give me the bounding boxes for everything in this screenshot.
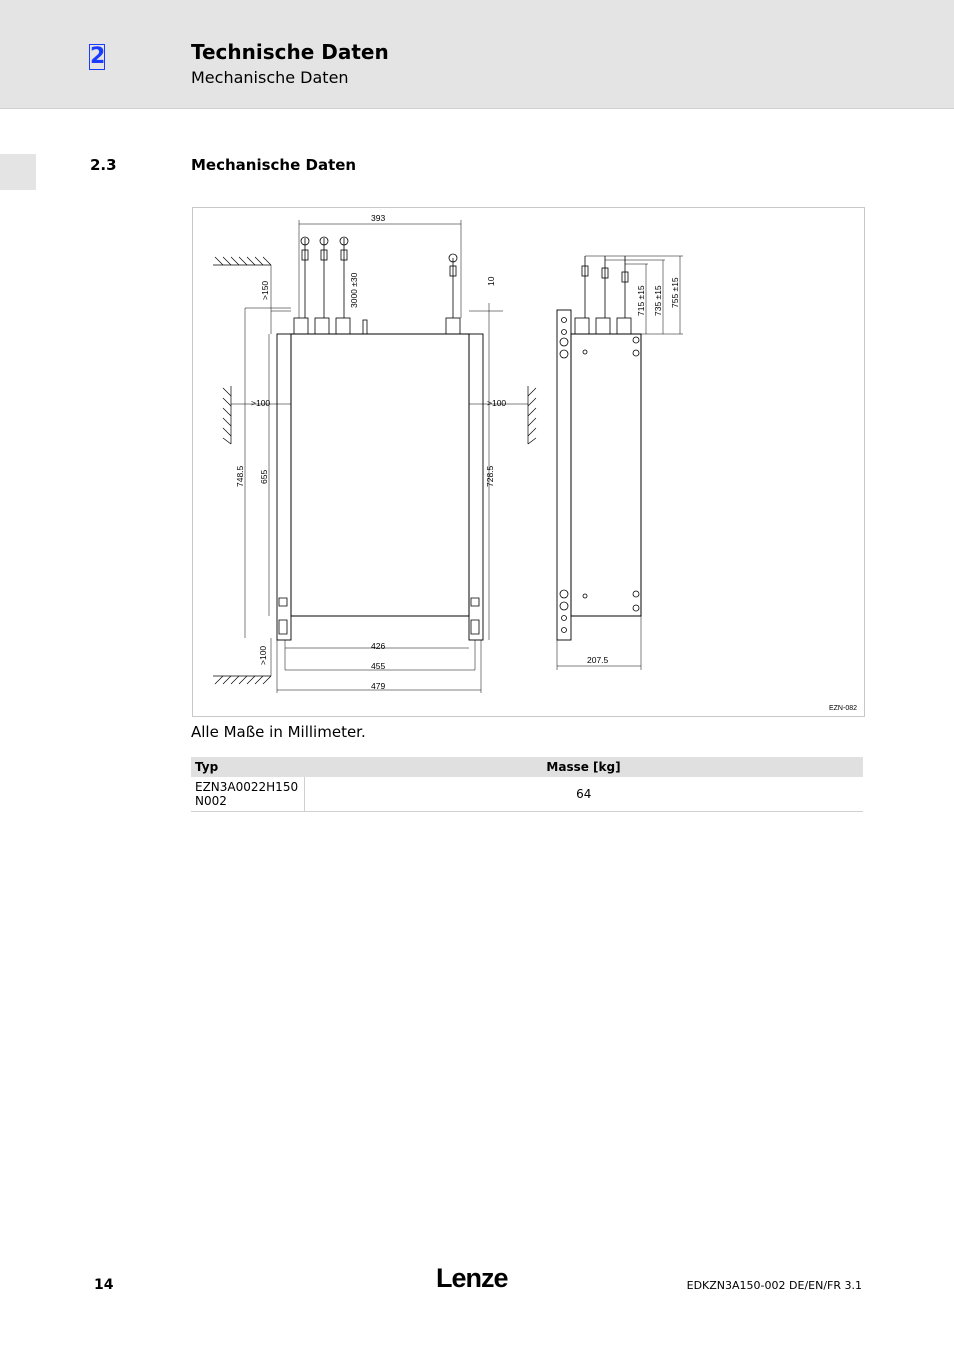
col-type: Typ xyxy=(191,757,304,777)
wall-left xyxy=(223,386,231,444)
figure-id: EZN-082 xyxy=(828,705,857,712)
dim-width-455: 455 xyxy=(371,661,386,671)
dim-clear-top: >150 xyxy=(260,280,270,300)
dim-side-depth: 207.5 xyxy=(587,655,609,665)
cable-glands xyxy=(294,237,460,334)
chapter-number[interactable]: 2 xyxy=(90,44,106,69)
dim-width-426: 426 xyxy=(371,641,386,651)
side-tab xyxy=(0,154,36,190)
dim-cable-735: 735 ±15 xyxy=(653,285,663,316)
dim-height-body: 655 xyxy=(259,469,269,484)
col-mass: Masse [kg] xyxy=(304,757,863,777)
units-note: Alle Maße in Millimeter. xyxy=(191,723,366,741)
dim-clear-left: >100 xyxy=(251,398,271,408)
wall-right xyxy=(528,386,536,444)
dim-width-479: 479 xyxy=(371,681,386,691)
chapter-subtitle: Mechanische Daten xyxy=(191,68,349,87)
cell-mass: 64 xyxy=(304,777,863,812)
wall-top-left xyxy=(213,257,271,265)
dim-clear-right: >100 xyxy=(487,398,507,408)
section-number: 2.3 xyxy=(90,156,117,174)
document-reference: EDKZN3A150-002 DE/EN/FR 3.1 xyxy=(686,1279,862,1292)
mass-table xyxy=(191,757,863,812)
dimension-drawing xyxy=(192,207,865,717)
drawing-svg xyxy=(193,208,864,716)
dim-top-gap: 10 xyxy=(486,276,496,286)
section-title: Mechanische Daten xyxy=(191,156,357,174)
lenze-logo: Lenze xyxy=(436,1263,508,1293)
dim-height-total: 748.5 xyxy=(235,465,245,487)
page-header xyxy=(0,0,954,109)
dim-cable-length: 3000 ±30 xyxy=(349,272,359,308)
chapter-title: Technische Daten xyxy=(191,40,389,64)
page-number: 14 xyxy=(94,1277,114,1293)
dim-cable-715: 715 ±15 xyxy=(636,285,646,316)
table-row xyxy=(191,777,863,812)
dim-top-width: 393 xyxy=(371,213,386,223)
side-holes xyxy=(560,318,639,633)
dim-height-right: 728.5 xyxy=(485,465,495,487)
cell-type: EZN3A0022H150 N002 xyxy=(191,777,304,812)
wall-bottom-left xyxy=(213,676,271,684)
dim-cable-755: 755 ±15 xyxy=(670,277,680,308)
dim-clear-bottom: >100 xyxy=(258,645,268,665)
side-glands xyxy=(575,256,631,334)
